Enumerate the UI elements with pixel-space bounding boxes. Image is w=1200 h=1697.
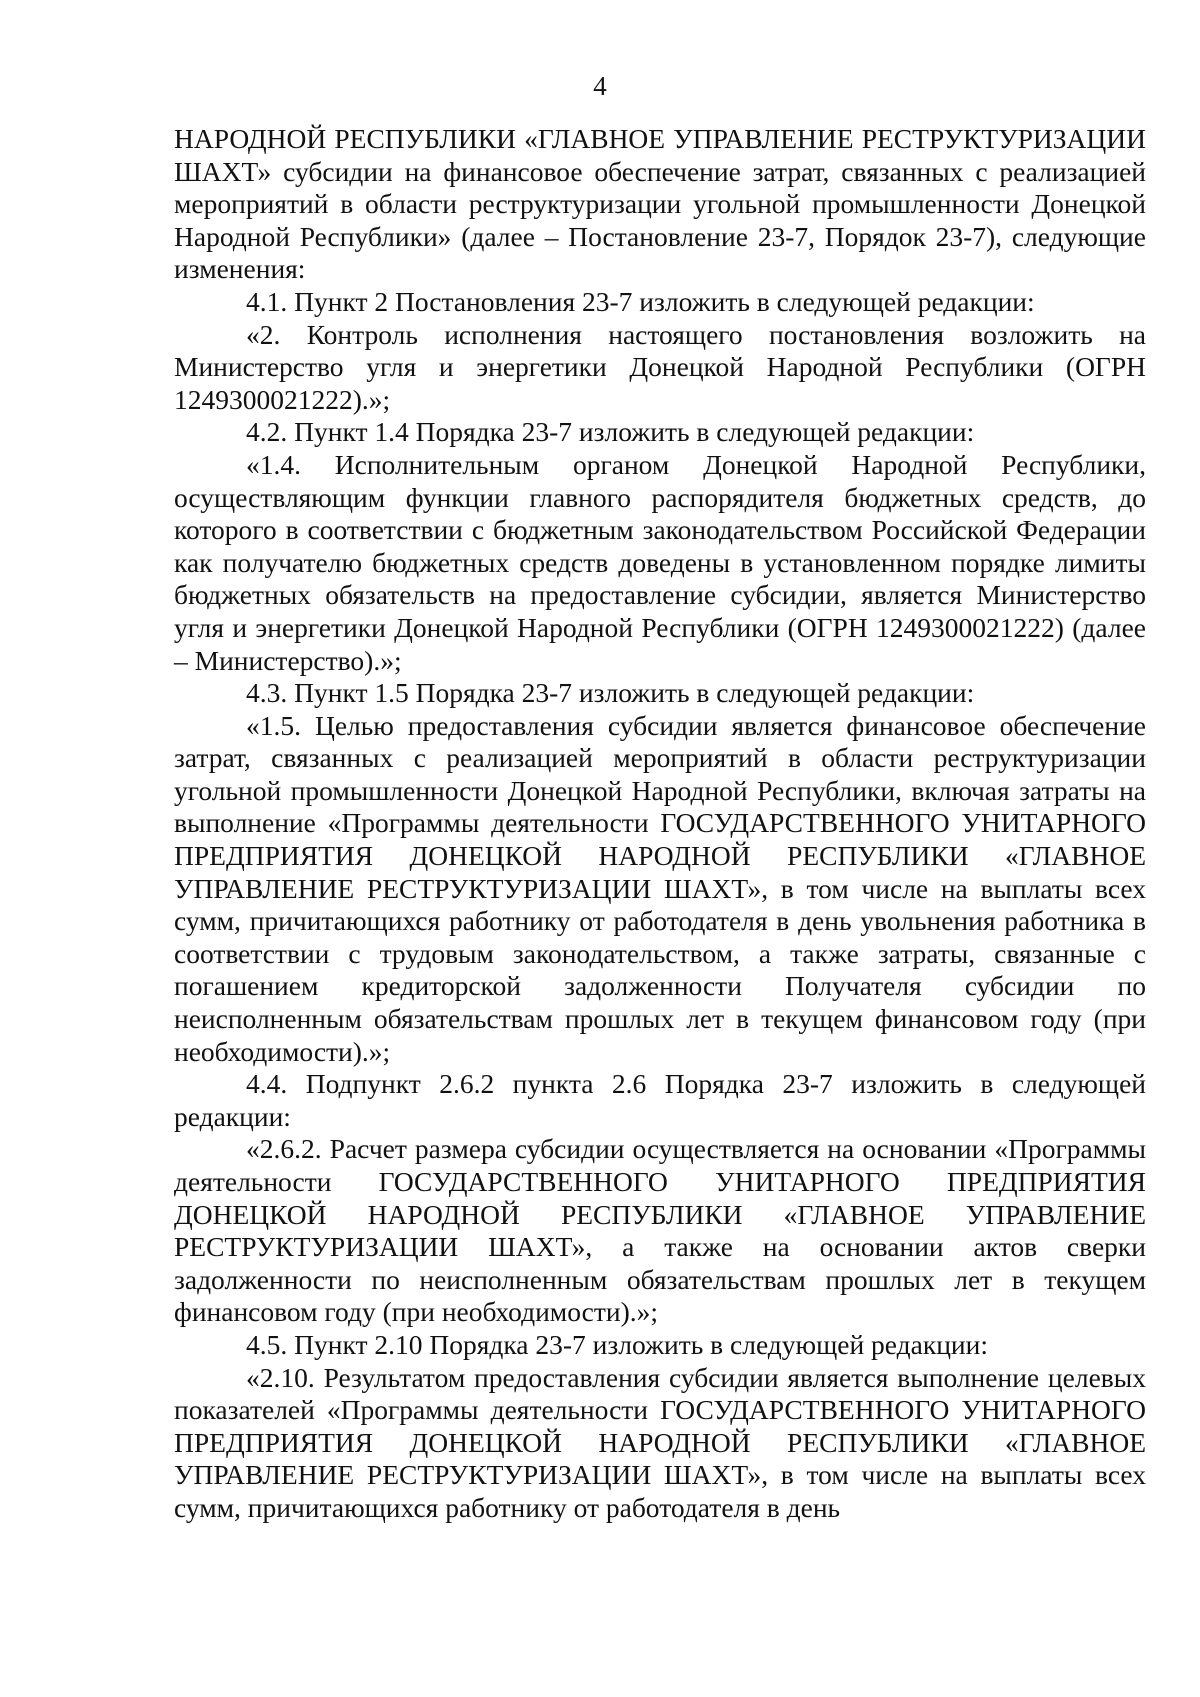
document-body (174, 123, 1146, 1525)
paragraph-intro-continuation: НАРОДНОЙ РЕСПУБЛИКИ «ГЛАВНОЕ УПРАВЛЕНИЕ РЕСТРУКТУРИЗАЦИИ ШАХТ» субсидии на финансовое обеспечение затрат, связанных с реализацией мероприятий в области реструктуризации угольной промышленности Донецкой Народной Республики» (далее – Постановление 23-7, Порядок 23-7), следующие изменения: (174, 123, 1146, 285)
paragraph-4-5-text: «2.10. Результатом предоставления субсидии является выполнение целевых показателей «Программы деятельности ГОСУДАРСТВЕННОГО УНИТАРНОГО ПРЕДПРИЯТИЯ ДОНЕЦКОЙ НАРОДНОЙ РЕСПУБЛИКИ «ГЛАВНОЕ УПРАВЛЕНИЕ РЕСТРУКТУРИЗАЦИИ ШАХТ», в том числе на выплаты всех сумм, причитающихся работнику от работодателя в день (174, 1361, 1146, 1523)
page-number: 4 (593, 71, 607, 101)
paragraph-4-3-heading: 4.3. Пункт 1.5 Порядка 23-7 изложить в следующей редакции: (246, 677, 975, 709)
paragraph-4-5-heading: 4.5. Пункт 2.10 Порядка 23-7 изложить в следующей редакции: (246, 1328, 989, 1360)
paragraph-4-1-heading: 4.1. Пункт 2 Постановления 23-7 изложить в следующей редакции: (246, 285, 1035, 317)
paragraph-4-4-heading: 4.4. Подпункт 2.6.2 пункта 2.6 Порядка 23-7 изложить в следующей редакции: (174, 1068, 1146, 1132)
paragraph-4-2-text: «1.4. Исполнительным органом Донецкой Народной Республики, осуществляющим функции главного распорядителя бюджетных средств, до которого в соответствии с бюджетным законодательством Российской Федерации как получателю бюджетных средств доведены в установленном порядке лимиты бюджетных обязательств на предоставление субсидии, является Министерство угля и энергетики Донецкой Народной Республики (ОГРН 1249300021222) (далее – Министерство).»; (174, 448, 1146, 676)
paragraph-4-3-text: «1.5. Целью предоставления субсидии является финансовое обеспечение затрат, связанных с реализацией мероприятий в области реструктуризации угольной промышленности Донецкой Народной Республики, включая затраты на выполнение «Программы деятельности ГОСУДАРСТВЕННОГО УНИТАРНОГО ПРЕДПРИЯТИЯ ДОНЕЦКОЙ НАРОДНОЙ РЕСПУБЛИКИ «ГЛАВНОЕ УПРАВЛЕНИЕ РЕСТРУКТУРИЗАЦИИ ШАХТ», в том числе на выплаты всех сумм, причитающихся работнику от работодателя в день увольнения работника в соответствии с трудовым законодательством, а также затраты, связанные с погашением кредиторской задолженности Получателя субсидии по неисполненным обязательствам прошлых лет в текущем финансовом году (при необходимости).»; (174, 709, 1146, 1067)
paragraph-4-1-text: «2. Контроль исполнения настоящего постановления возложить на Министерство угля и энергетики Донецкой Народной Республики (ОГРН 1249300021222).»; (174, 318, 1146, 415)
paragraph-4-2-heading: 4.2. Пункт 1.4 Порядка 23-7 изложить в следующей редакции: (246, 416, 975, 448)
paragraph-4-4-text: «2.6.2. Расчет размера субсидии осуществляется на основании «Программы деятельности ГОСУДАРСТВЕННОГО УНИТАРНОГО ПРЕДПРИЯТИЯ ДОНЕЦКОЙ НАРОДНОЙ РЕСПУБЛИКИ «ГЛАВНОЕ УПРАВЛЕНИЕ РЕСТРУКТУРИЗАЦИИ ШАХТ», а также на основании актов сверки задолженности по неисполненным обязательствам прошлых лет в текущем финансовом году (при необходимости).»; (174, 1133, 1146, 1328)
